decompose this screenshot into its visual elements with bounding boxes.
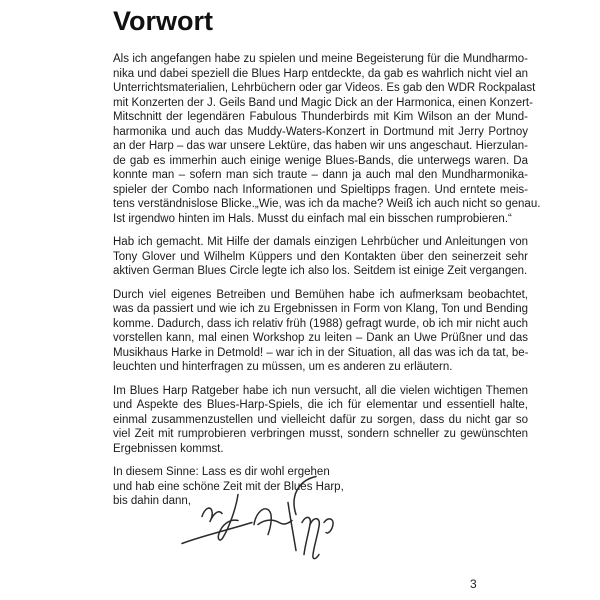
text-line: konnte man – sofern man sich traute – dann ja auch mal den Mundharmonika- (113, 169, 528, 181)
text-line: spieler der Combo nach Informationen und Spieltipps fragen. Und erntete meis- (113, 183, 528, 196)
signature-handwriting (178, 470, 363, 580)
paragraph-2 (113, 235, 528, 279)
text-line: und Aspekte des Blues-Harp-Spiels, die ich für elementar und essentiell halte, (113, 399, 528, 411)
text-line: Mitschnitt der legendären Fabulous Thunderbirds mit Kim Wilson an der Mund- (113, 111, 528, 123)
text-line: tens verständnislose Blicke.„Wie, was ich da mache? Weiß ich auch nicht so genau. (113, 198, 541, 210)
text-line: Unterrichtsmaterialien, Lehrbüchern oder gar Videos. Es gab den WDR Rockpalast (113, 82, 536, 94)
text-line: Ergebnissen kommst. (113, 442, 224, 455)
text-line: komme. Dadurch, dass ich relativ früh (1988) gefragt wurde, ob ich mir nicht auch (113, 317, 528, 330)
text-line: Als ich angefangen habe zu spielen und meine Begeisterung für die Mundharmo- (113, 53, 528, 65)
text-line: Hab ich gemacht. Mit Hilfe der damals einzigen Lehrbücher und Anleitungen von (113, 236, 528, 248)
text-line: harmonika und auch das Muddy-Waters-Konzert in Dortmund mit Jerry Portnoy (113, 125, 528, 138)
text-line: an der Harp – das war unsere Lektüre, das haben wir uns angeschaut. Hierzulan- (113, 140, 528, 152)
paragraph-4 (113, 384, 528, 457)
signature-stroke (182, 523, 252, 544)
text-line: Tony Glover und Wilhelm Küppers und den Kontakten über den seinerzeit sehr (113, 250, 528, 263)
text-line: aktiven German Blues Circle legte ich also los. Seitdem ist einige Zeit vergangen. (113, 265, 528, 277)
text-line: Durch viel eigenes Betreiben und Bemühen habe ich aufmerksam beobachtet, (113, 288, 528, 301)
signature-stroke (258, 520, 292, 524)
text-line: Musikhaus Harke in Detmold! – war ich in der Situation, all das was ich da tat, be- (113, 346, 529, 359)
signature-stroke (324, 519, 333, 533)
text-line: Ist irgendwo hinten im Hals. Musst du einfach mal ein bisschen rumprobieren.“ (113, 212, 512, 225)
signature-stroke (202, 508, 222, 521)
signature-stroke (218, 495, 238, 541)
paragraph-1 (113, 52, 541, 226)
signature-stroke (302, 517, 310, 554)
text-line: In diesem Sinne: Lass es dir wohl ergehen (113, 466, 330, 478)
text-line: einmal zusammenzustellen und vielleicht dafür zu sorgen, dass du nicht gar so (113, 413, 528, 426)
page-number: 3 (470, 577, 477, 591)
text-line: nika und dabei speziell die Blues Harp entdeckte, da gab es wahrlich nicht viel an (113, 67, 528, 80)
signature-stroke (310, 519, 319, 559)
text-line: Im Blues Harp Ratgeber habe ich nun versucht, all die vielen wichtigen Themen (113, 384, 528, 397)
paragraph-3 (113, 288, 528, 375)
text-line: leuchten und hinterfragen zu müssen, um es anderen zu erläutern. (113, 361, 453, 373)
text-line: was da passiert und wie ich zu Ergebnissen in Form von Klang, Ton und Bending (113, 303, 528, 315)
text-line: bis dahin dann, (113, 495, 192, 507)
text-line: und hab eine schöne Zeit mit der Blues Harp, (113, 480, 344, 493)
text-column (113, 6, 541, 518)
text-line: de gab es immerhin auch einige wenige Blues-Bands, die unterwegs waren. Da (113, 154, 528, 167)
signature-stroke (294, 477, 316, 515)
text-line: mit Konzerten der J. Geils Band und Magic Dick an der Harmonica, einen Konzert- (113, 96, 533, 109)
text-line: viel Zeit mit rumprobieren verbringen musst, sondern schneller zu gewünschten (113, 428, 528, 440)
text-line: vorstellen kann, mal einen Workshop zu leiten – Dank an Uwe Prüßner und das (113, 332, 528, 344)
page-title: Vorwort (113, 6, 213, 36)
